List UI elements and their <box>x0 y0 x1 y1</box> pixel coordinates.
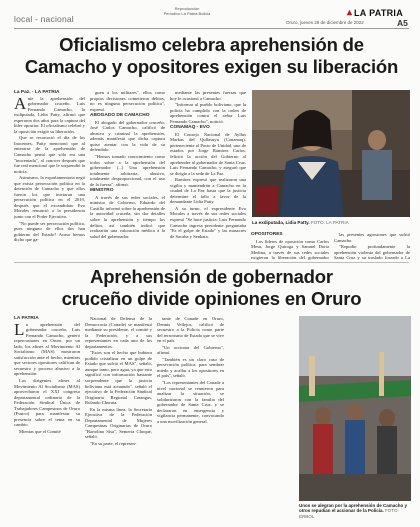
article1-caption-credit: FOTO: LA PATRIA <box>310 220 349 225</box>
article1-paragraph: Asimismo, la exparlamentaria negó que exista persecución política en la detención de Camacho y que ellos fueron los que iniciaron una persecución política en el 2019, después que el excandidato Evo Morales renunció a la presidencia junto con el Poder Ejecutivo. <box>14 175 85 220</box>
article1-paragraph: Que se reconoció el día de los Inocentes, Patty mencionó que al enterarse de la aprehensión de Camacho pensó que sólo era una "inocentada", al conocer después que fue real mencionó que le sorprendió la noticia. <box>14 135 85 174</box>
article1-paragraph: guen a los militares", ellos como propios decisiones cometieron delitos, no es ninguna persecución política", expresó. <box>90 90 165 112</box>
article2-paragraph: Nacional de Defensa de la Democracia (Conade) se manifestó mediante su presidente, el comité y la Federación, y a sus representantes en cada uno de los departamentos. <box>85 316 152 349</box>
article1-paragraph: A su turno, el expresidente Evo Morales a través de sus redes sociales expresó "Se hace justicia: Luis Fernando Camacho ingresa presidente preguntaba "Es el golpe de Estado" y las masacres de Sacaba y Senkata. <box>170 205 246 239</box>
article1-subhead: MINISTRO <box>90 188 114 194</box>
article1-subhead: ABOGADO DE CAMACHO <box>90 113 150 119</box>
header-rule <box>14 28 409 29</box>
article1-paragraph: A través de sus redes sociales, el ministro de Gobierno, Eduardo del Castillo informó sobre la aprehensión de la autoridad cruceña, sin dar detalles sobre la aprehensión y tiempo los delitos, así también indicó que realizarán una valoración médica a la salud del gobernador. <box>90 194 165 239</box>
article1-caption-text: La exdiputada, Lidia Patty. <box>252 220 310 225</box>
article2-paragraph: Mientas que el Comité <box>19 428 61 434</box>
article1-dateline: La Paz. - LA PATRIA <box>14 90 60 95</box>
article2-headline <box>14 266 409 310</box>
article1-headline <box>14 34 409 78</box>
article2-paragraph: "Estos son el hecho que hubiera podido cristalizar en un golpe de Estado que sufrió el MAS", señaló, aunque tanto, pero agua, ya que esto significó con información bastante sorprendente que la justicia boliviana está actuando", señaló el ejecutivo de la Federación Sindical Originaria Regional Carangas, Rolando Churata. <box>85 350 152 406</box>
header-center-text <box>152 6 222 16</box>
article1-paragraph: Ramírez expresó que realizaron una vigilia y mantendrán a Camacho en la ciudad de La Paz hasta que la justicia determine el fallo a favor de la demandante Lidia Patty. <box>170 177 246 205</box>
article2-paragraph: "En su parte, el represen- <box>90 441 137 447</box>
article2-dropcap: L <box>14 319 25 339</box>
article2-photo <box>299 316 411 501</box>
article1-headline-line1: Oficialismo celebra aprehensión de <box>59 34 364 55</box>
newspaper-logo: LA PATRIA <box>354 8 404 18</box>
article1-paragraph: "Hemos tomado conocimiento como todos sobre a la aprehensión del gobernador (...) Una aprehensión totalmente arbitraria, abusiva, totalmente desproporcional, con el uso de la fuerza", afirmó. <box>90 154 165 187</box>
article2-caption-text: Unos se alegran por la aprehensión de Camacho y otros repudian el accionar de la Policía. <box>299 503 408 514</box>
article2-dateline: LA PATRIA <box>14 316 39 321</box>
article1-paragraph: las presentes agresiones que sufrió Camacho. <box>334 232 410 243</box>
article1-headline-line2: Camacho y opositores exigen su liberación <box>24 56 399 77</box>
article1-paragraph: "No puede ser persecución política, pues ninguno de ellos dos han gobierno del Estado? Acaso hemos dicho que ga- <box>14 220 85 243</box>
page-number: A5 <box>397 18 408 28</box>
article1-paragraph: "Repudio profundamente la aprehensión violenta del gobernador de Santa Cruz y su traslado forzado a La <box>334 244 410 260</box>
article1-subhead: CONAMAQ - EVO <box>170 125 210 131</box>
article2-headline-line1: Aprehensión de gobernador <box>90 266 333 287</box>
article1-dropcap: A <box>14 93 27 113</box>
article2-column-2 <box>85 316 152 521</box>
article2-headline-line2: cruceño divide opiniones en Oruro <box>61 288 362 309</box>
article1-column-1 <box>14 90 85 260</box>
article1-paragraph: Los líderes de oposición como Carlos Mesa, Jorge Quiroga y Samuel Doria Medina, a través de sus redes sociales exigieron la liberación del gobernador <box>251 238 329 260</box>
header-center-line1: Reproducción <box>174 6 200 11</box>
article1-paragraph: El Consejo Nacional de Ayllus Markas del Qullasuyu (Conamaq), perteneciente al Pacto de Unidad, uno de estados por Jorge Ramírez Carlos, felicitó la acción del Gobierno al aprehender al gobernador de Santa Cruz, Luis Fernando Camacho, y aseguró que se dirigía a la sede de La Paz. <box>170 131 246 176</box>
article2-caption <box>299 503 411 519</box>
article2-paragraph: "Los representantes del Conade a nivel nacional se reunieron para analizar la situación, se solidarizaron con la familia del gobernador de Santa Cruz, y se declararon en emergencia y vigilancia permanente, convocando a una movilización general. <box>157 380 224 424</box>
article2-paragraph: tante de Conade en Oruro, Dennis Vellejos, calificó de secuestro a la Policía como parte del terrorismo de Estado que se vive en el país. <box>157 316 224 344</box>
article1-subhead: OPOSITORES <box>251 232 283 237</box>
article1-paragraph: nte la aprehensión del gobernador cruceño, Luis Fernando Camacho, la exdiputada, Lidia Patty, afirmó que esperaron dos años para la captura del líder opositor. El oficialismo celebró y la oposición exigió su liberación. <box>14 95 85 134</box>
article2-column-1 <box>14 316 80 521</box>
article1-paragraph: mediante las presentes fuerzas que hoy le ocasionó a Camacho. <box>170 90 246 101</box>
article2-paragraph: Los dirigentes afines al Movimiento Al Socialismo (MAS) aprovecharon el XXI congreso departamental ordinario de la Federación Sindical Única de Trabajadores Campesinos de Oruro (Fsutco) para manifestar su presencia sobre el tema en su cambio. <box>14 378 80 428</box>
article2-paragraph: En la misma línea, la Secretaría Ejecutiva de la Federación Departamental de Mujeres Campesinas Originarias de Oruro "Bartolina Sisa", Semeria Choque, señaló. <box>85 406 152 440</box>
article1-paragraph: "Informar al pueblo boliviano, que la policía ha cumplido con la orden de aprehensión contra el señor Luis Fernando Camacho", notició. <box>170 102 246 124</box>
section-label: local - nacional <box>14 14 74 24</box>
article2-paragraph: a aprehensión del gobernador cruceño, Luis Fernando Camacho, generó repercusiones en Oruro, por un lado, los afines al Movimiento Al Socialismo (MAS) mostraron satisfacción ante el hecho, mientras que sectores opositores califican de secuestro y proceso abusivo a la aprehensión. <box>14 321 80 377</box>
article2-caption-credit: FOTO: ERBOL <box>299 508 399 519</box>
article2-paragraph: "Un accionar del Gobierno", afirmó. <box>157 344 224 356</box>
article1-column-4 <box>251 232 329 260</box>
article1-photo <box>252 90 410 217</box>
issue-date: Oruro, jueves 29 de diciembre de 2022 <box>286 20 364 25</box>
article1-paragraph: El abogado del gobernador cruceño, José Carlos Camacho, calificó de abusiva y criminal la aprehensión, además manifestó que dicha captura quiso atentar con la vida de su defendido. <box>90 119 165 153</box>
article1-column-5 <box>334 232 410 260</box>
article1-caption <box>252 220 410 225</box>
article2-paragraph: "También es un claro caso de persecución política, para sembrar miedo y acallar a los opositores en el país", señaló. <box>157 356 224 379</box>
article-divider <box>14 262 409 263</box>
article2-column-3 <box>157 316 224 521</box>
article1-column-3 <box>170 90 246 260</box>
logo-mark-icon <box>346 9 353 16</box>
header-center-line2: Periódico La Patria Bolivia <box>163 11 211 16</box>
article1-column-2 <box>90 90 165 260</box>
